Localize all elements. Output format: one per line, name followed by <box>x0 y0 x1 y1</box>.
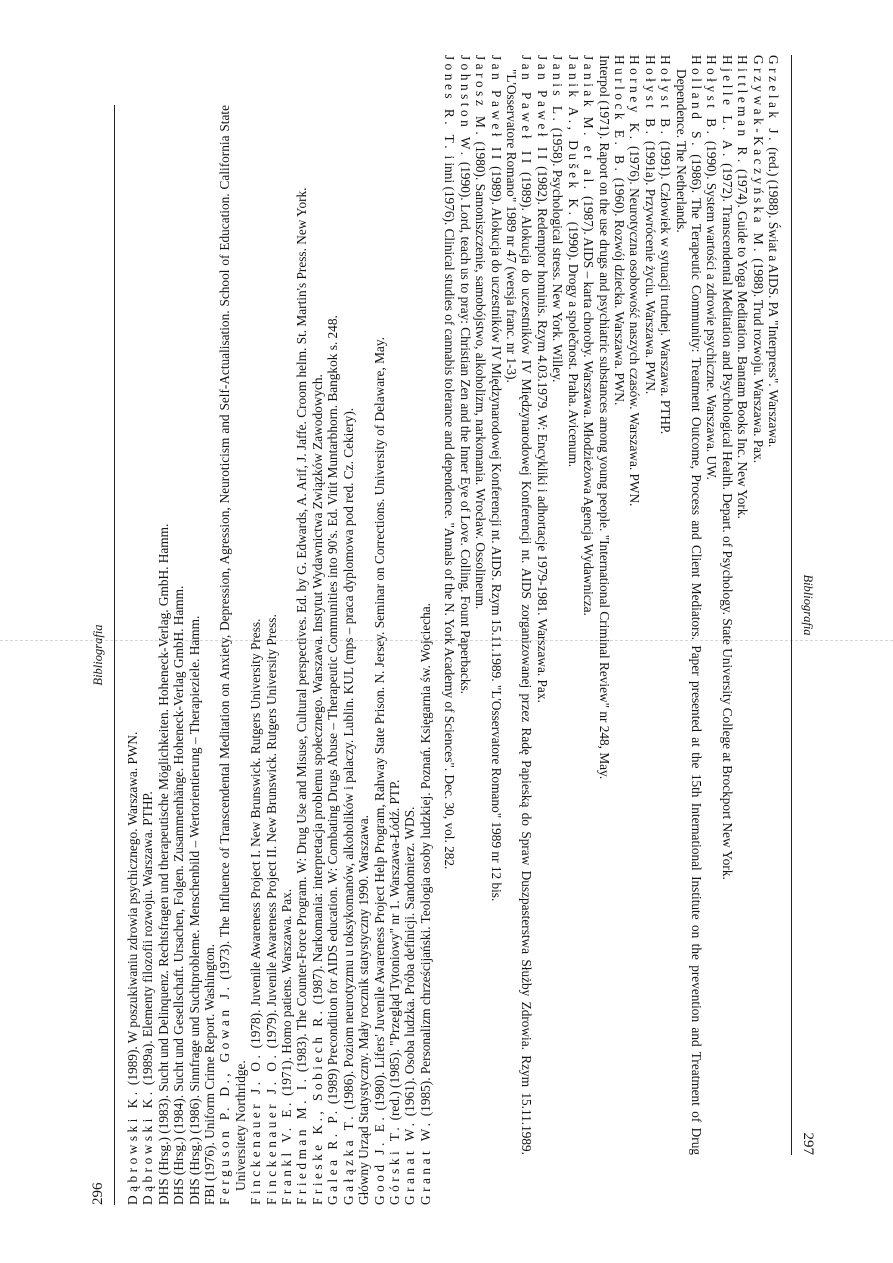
entry-author: Gałązka T. <box>340 1112 356 1205</box>
entry-author: Finckenauer J. O. <box>248 1051 264 1205</box>
entry-text: (1980). Samoniszczenie, samobójstwo, alkoholizm, narkomania. Wrocław. Ossolineum. <box>473 141 489 610</box>
bibliography-entry <box>750 55 765 1155</box>
entry-text: (1986). The Terapeutic Community: Treatment Outcome, Process and Client Mediators. Paper presented at the 15th International Institute on the prevention and Treatment of Drug Dependence. The Netherlands. <box>673 69 704 1155</box>
entry-author: Grzelak J. <box>766 55 781 144</box>
entry-text: (1982). Redemptor hominis. Rzym 4.03.1979. W: Encykliki i adhortacje 1979-1981. Warszawa. Pax. <box>534 166 550 703</box>
entry-author: Ferguson P. D., Gowan J. <box>217 983 233 1205</box>
entry-author: Granat W. <box>417 1119 433 1205</box>
entry-text: (1989a). Elementy filozofii rozwoju. Warszawa. PTHP. <box>140 791 156 1086</box>
entry-author: Frankl V. E. <box>279 1099 295 1205</box>
entry-author: Jan Paweł II <box>534 55 550 163</box>
bibliography-list <box>442 55 781 1155</box>
bibliography-entry <box>504 55 535 1155</box>
entry-text: (1987). Narkomania: interpretacja problemu społecznego. Warszawa. Instytut Wydawnictwa Związków Zawodowych. <box>309 374 325 1005</box>
entry-author: Friedman M. I. <box>294 1075 310 1205</box>
entry-text: DHS (Hrsg.) (1984). Sucht und Gesellschaft. Ursachen, Folgen. Zusammenhänge. Hoheneck-Verlag GmbH. Hamm. <box>171 585 187 1205</box>
entry-text: (red.) (1985). "Przegląd Tytoniowy" nr 1. Warszawa-Łódź. PTP. <box>386 779 402 1121</box>
entry-text: i inni (1976). Clinical studies of cannabis tolerance and dependence. "Annals of the N. York Academy of Sciences". Dec. 30, vol. 282. <box>442 155 458 870</box>
entry-text: (red.) (1988). Świat a AIDS. PA "Interpress". Warszawa. <box>766 147 781 448</box>
bibliography-entry <box>488 55 503 1155</box>
entry-author: Frieske K., Sobiech R. <box>309 1007 325 1205</box>
entry-text: (1989). Alokucja do uczestników IV Międzynarodowej Konferencji nt. AIDS zorganizowanej przez Radę Papieską do Spraw Duszpasterstwa Służby Zdrowia. Rzym 15.11.1989. "L'Osservatore Romano" 1989 nr 47 (wersja franc. nr 1-3). <box>504 69 535 1156</box>
entry-text: (1988). Trud rozwoju. Warszawa. Pax. <box>750 258 766 464</box>
entry-text: (1983). The Counter-Force Program. W: Drug Use and Misuse, Cultural perspectives. Ed. by G. Edwards, A. Arif, J. Jaffe. Croom helm. St. Martin's Press. New York. <box>294 187 310 1073</box>
page-number: 297 <box>800 1132 816 1155</box>
entry-text: (1978). Juvenile Awareness Project I. New Brunswick. Rutgers University Press. <box>248 618 264 1049</box>
bibliography-entry <box>442 55 457 1155</box>
right-page-header <box>791 55 818 1155</box>
entry-author: Hjelle L. A. <box>719 55 735 160</box>
entry-author: Johnston W. <box>457 55 473 159</box>
bibliography-entry <box>673 55 704 1155</box>
entry-author: Dąbrowski K. <box>125 1088 140 1205</box>
entry-author: Janis L. <box>550 55 566 125</box>
entry-text: Główny Urząd Statystyczny. Mały rocznik statystyczny 1990. Warszawa. <box>356 815 372 1205</box>
page-number: 296 <box>90 1182 106 1205</box>
entry-text: (1980). Lifers' Juvenile Awareness Project Help Program, Rahway State Prison. N. Jersey. Seminar on Corrections. University of Delaware, May. <box>371 337 387 1111</box>
entry-author: Hołyst B. <box>704 55 720 138</box>
entry-text: (1961). Osoba ludzka. Próba definicji. Sandomierz. WDS. <box>402 806 418 1117</box>
entry-text: (1990). Drogy a společnost. Praha. Avicenum. <box>565 221 581 468</box>
entry-text: (1976). Neurotyczna osobowość naszych czasów. Warszawa. PWN. <box>627 145 643 507</box>
entry-text: (1985). Personalizm chrześcijański. Teologia osoby ludzkiej. Poznań. Księgarnia św. Wojciecha. <box>417 603 433 1117</box>
entry-author: Galea R. P. <box>325 1107 341 1205</box>
bibliography-entry <box>627 55 642 1155</box>
entry-text: (1971). Homo patiens. Warszawa. Pax. <box>279 888 295 1096</box>
bibliography-entry <box>612 55 627 1155</box>
bibliography-entry <box>457 55 472 1155</box>
entry-author: Hittleman R. <box>735 55 751 166</box>
entry-text: (1990). Lord, teach us to pray: Christian Zen and the Inner Eye of Love. Colling. Fount Paperbacks. <box>457 161 473 694</box>
entry-author: Grzywak-Kaczyńska M. <box>750 55 766 255</box>
entry-text: (1989). W poszukiwaniu zdrowia psychicznego. Warszawa. PWN. <box>125 731 140 1086</box>
entry-text: (1987). AIDS – karta choroby. Warszawa. Młodzieżowa Agencja Wydawnicza. <box>581 195 597 616</box>
entry-text: (1990). System wartości a zdrowie psychiczne. Warszawa. UW. <box>704 140 720 480</box>
bibliography-entry <box>596 55 611 1155</box>
entry-text: (1989) Precondition for AIDS education. W: Combating Drugs Abuse – Therapeutic Communities into 90's. Ed. Vitit Muntarbhorn. Bangkok s. 248. <box>325 315 341 1105</box>
entry-text: (1960). Rozwój dziecka. Warszawa. PWN. <box>611 177 627 406</box>
entry-author: Dąbrowski K. <box>140 1088 156 1205</box>
entry-text: (1989). Alokucja do uczestników IV Międzynarodowej Konferencji nt. AIDS. Rzym 15.11.1989. "L'Osservatore Romano" 1989 nr 12 bis. <box>488 166 504 902</box>
running-head: Bibliografia <box>801 574 815 636</box>
bibliography-entry <box>658 55 673 1155</box>
bibliography-entry <box>565 55 580 1155</box>
bibliography-entry <box>704 55 719 1155</box>
entry-author: Jan Paweł II <box>519 55 535 167</box>
entry-author: Jones R. T. <box>442 55 458 153</box>
entry-author: Horney K. <box>627 55 643 143</box>
entry-author: Jan Paweł II <box>488 55 504 163</box>
entry-text: (1973). The Influence of Transcendental Meditation on Anxiety, Depression, Agression, Neuroticism and Self-Actualisation. School of Education. California State Universitety Northridge. <box>217 105 248 1191</box>
bibliography-entry <box>581 55 596 1155</box>
bibliography-entry <box>642 55 657 1155</box>
running-head: Bibliografia <box>91 624 105 686</box>
entry-text: (1986). Poziom neurotyzmu u toksykomanów, alkoholików i palaczy. Lublin. KUL (mps – praca dyplomowa pod red. Cz. Cekiery). <box>340 407 356 1110</box>
entry-text: (1958). Psychological stress. New York. Willey. <box>550 127 566 383</box>
entry-author: Finckenauer J. O. <box>263 1051 279 1205</box>
entry-text: (1991). Człowiek w sytuacji trudnej. Warszawa. PTHP. <box>658 140 674 435</box>
entry-text: (1974). Guide to Yoga Meditation. Bantam Books Inc. New York. <box>735 169 751 519</box>
bibliography-entry <box>473 55 488 1155</box>
bibliography-entry <box>550 55 565 1155</box>
bibliography-entry <box>535 55 550 1155</box>
entry-text: (1972). Transcendental Meditation and Psychological Health. Depart. of Psychology. State University College at Brockport New York. <box>719 163 735 880</box>
entry-text: (1979). Juvenile Awareness Project II. New Brunswick. Rutgers University Press. <box>263 614 279 1049</box>
bibliography-entry <box>735 55 750 1155</box>
entry-author: Holland S. <box>688 55 704 149</box>
entry-author: Janik A., Dušek K. <box>565 55 581 219</box>
entry-author: Jarosz M. <box>473 55 489 139</box>
entry-text: (1991a). Przywrócenie życiu. Warszawa. PWN. <box>642 140 658 395</box>
entry-author: Good J. E. <box>371 1113 387 1205</box>
bibliography-entry <box>719 55 734 1155</box>
entry-author: Hołyst B. <box>642 55 658 138</box>
entry-author: Hołyst B. <box>658 55 674 138</box>
entry-text: DHS (Hrsg.) (1986). Sinnfrage und Suchtprobleme. Menschenbild – Wertorientierung – Therapieziele. Hamm. <box>186 615 202 1205</box>
entry-text: FBI (1976). Uniform Crime Report. Washington. <box>202 944 218 1205</box>
entry-author: Janiak M. et al. <box>581 55 597 193</box>
entry-author: Hurlock E. B. <box>611 55 627 175</box>
entry-text: Interpol (1971). Raport on the use drugs and psychiatric substances among young people. "International Criminal Review" nr 248, May. <box>596 55 612 780</box>
entry-author: Górski T. <box>386 1123 402 1205</box>
bibliography-entry <box>766 55 781 1155</box>
entry-author: Granat W. <box>402 1119 418 1205</box>
right-page <box>98 55 818 1155</box>
entry-text: DHS (Hrsg.) (1983). Sucht und Delinquenz. Rechtsfragen und therapeutische Möglichkeiten. Hoheneck-Verlag. GmbH. Hamm. <box>155 523 171 1205</box>
